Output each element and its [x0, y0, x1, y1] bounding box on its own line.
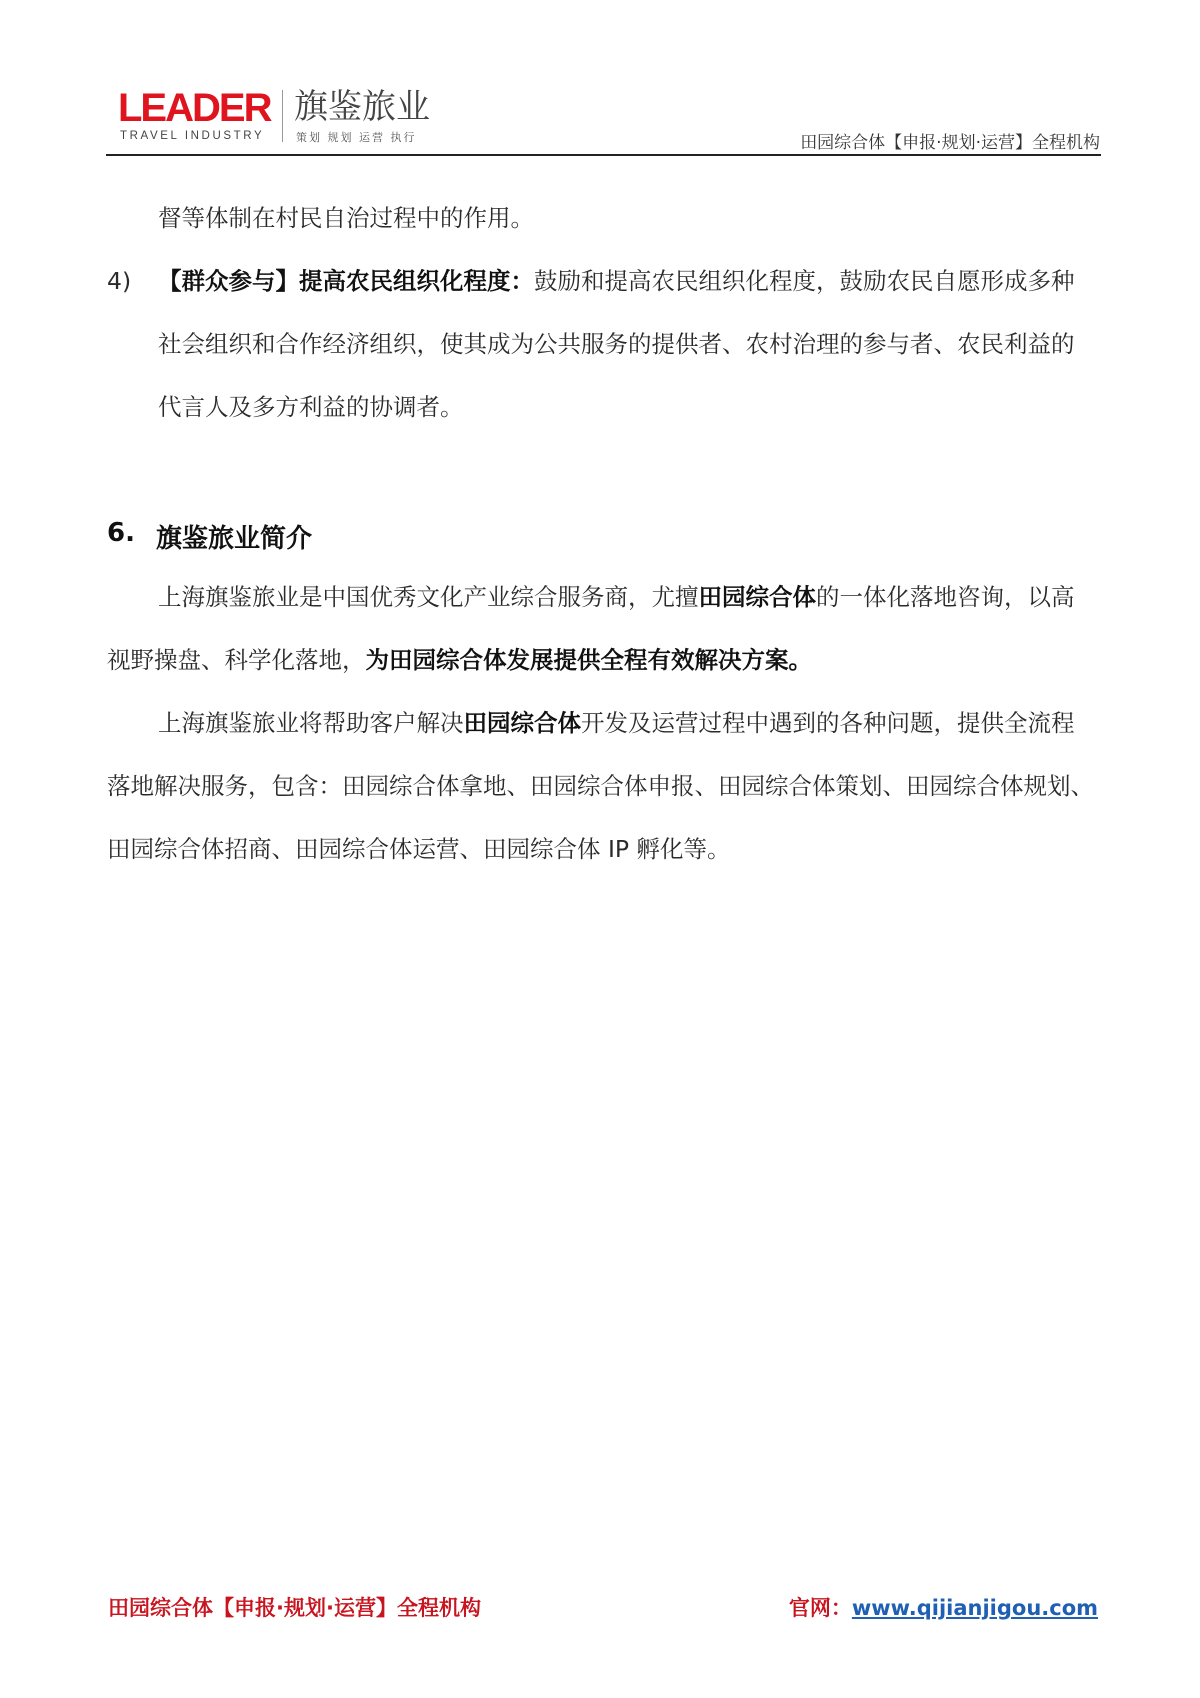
bold-segment: 为田园综合体发展提供全程有效解决方案。	[365, 646, 812, 674]
logo-leader: LEADER	[118, 86, 271, 130]
text-segment: 的一体化落地咨询，以高	[816, 583, 1075, 611]
paragraph-line	[158, 582, 1075, 612]
paragraph-line: 田园综合体招商、田园综合体运营、田园综合体 IP 孵化等。	[107, 835, 731, 863]
list-item-line: 社会组织和合作经济组织，使其成为公共服务的提供者、农村治理的参与者、农民利益的	[158, 330, 1075, 358]
bold-segment: 田园综合体	[463, 709, 581, 737]
header-divider	[106, 154, 1101, 156]
body-line: 督等体制在村民自治过程中的作用。	[158, 204, 534, 232]
list-item-line	[158, 266, 1075, 296]
text-segment: 上海旗鉴旅业将帮助客户解决	[158, 709, 464, 737]
logo-divider	[282, 90, 283, 142]
text-segment: 视野操盘、科学化落地，	[107, 646, 366, 674]
list-item-text: 鼓励和提高农民组织化程度，鼓励农民自愿形成多种	[534, 267, 1075, 295]
website-link[interactable]: www.qijianjigou.com	[851, 1596, 1098, 1620]
section-number: 6.	[107, 518, 135, 548]
footer-tagline: 田园综合体【申报·规划·运营】全程机构	[108, 1596, 481, 1620]
website-label: 官网：	[788, 1596, 852, 1620]
paragraph-line: 落地解决服务，包含：田园综合体拿地、田园综合体申报、田园综合体策划、田园综合体规划、	[107, 772, 1094, 800]
paragraph-line	[158, 708, 1075, 738]
text-segment: 开发及运营过程中遇到的各种问题，提供全流程	[581, 709, 1075, 737]
logo-subtitle: TRAVEL INDUSTRY	[120, 130, 265, 142]
paragraph-line	[107, 645, 812, 675]
logo-chinese-subtitle: 策划 规划 运营 执行	[296, 131, 417, 144]
list-item-number: 4)	[107, 267, 132, 295]
logo-chinese: 旗鉴旅业	[294, 87, 430, 127]
bold-segment: 田园综合体	[698, 583, 816, 611]
header-tagline: 田园综合体【申报·规划·运营】全程机构	[800, 133, 1100, 153]
section-title: 旗鉴旅业简介	[156, 524, 313, 554]
text-segment: 上海旗鉴旅业是中国优秀文化产业综合服务商，尤擅	[158, 583, 699, 611]
list-item-heading: 【群众参与】提高农民组织化程度：	[158, 267, 534, 295]
list-item-line: 代言人及多方利益的协调者。	[158, 393, 464, 421]
footer-website	[789, 1592, 1098, 1622]
